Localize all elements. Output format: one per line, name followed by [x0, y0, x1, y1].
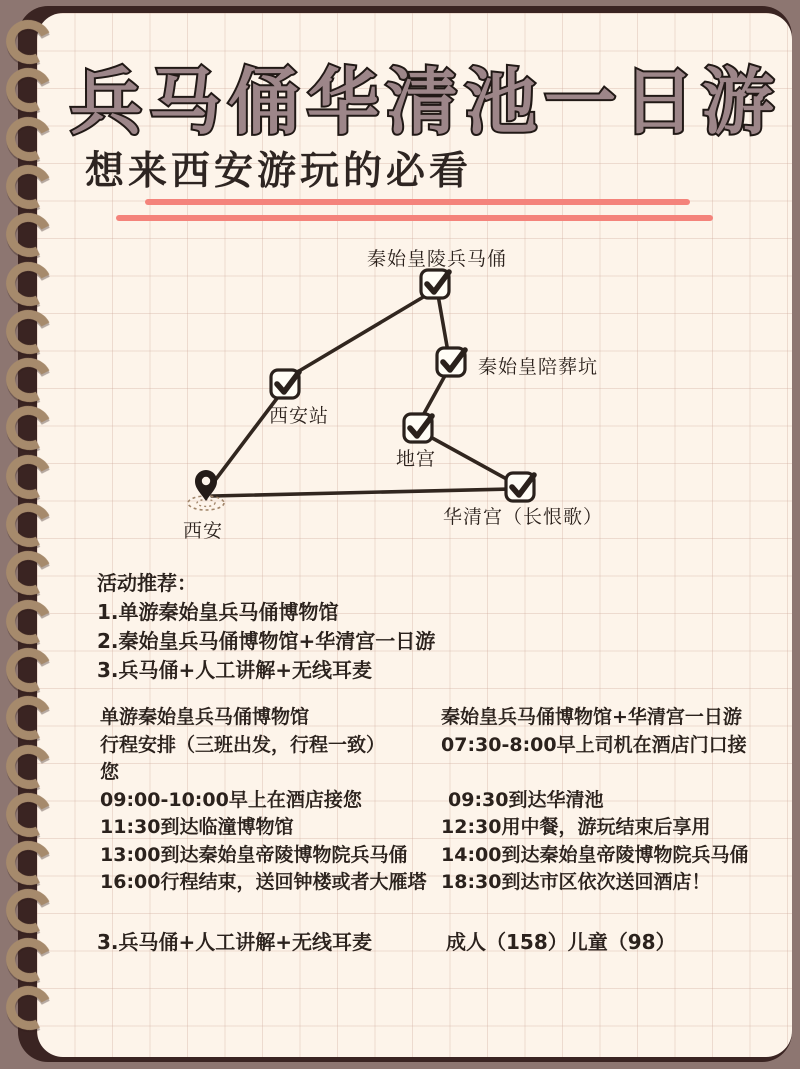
recommendation-item: 3.兵马俑+人工讲解+无线耳麦: [97, 658, 373, 682]
map-label-bingmayong: 秦始皇陵兵马俑: [366, 248, 508, 270]
checkbox-peizangkeng-icon[interactable]: [437, 348, 465, 376]
footer-package-label: 3.兵马俑+人工讲解+无线耳麦: [97, 930, 373, 954]
itinerary-left-column: [100, 704, 445, 897]
checkbox-xianzhan-icon[interactable]: [271, 370, 299, 398]
itinerary-line: 您: [100, 761, 120, 783]
itinerary-line: 14:00到达秦始皇帝陵博物院兵马俑: [441, 843, 749, 866]
checkbox-digong-icon[interactable]: [404, 414, 432, 442]
map-label-xian: 西安: [183, 520, 224, 542]
recommendation-item: 1.单游秦始皇兵马俑博物馆: [97, 600, 339, 624]
checkbox-huaqinggong-icon[interactable]: [506, 473, 534, 501]
route-lines: [210, 293, 512, 496]
recommendations-heading: 活动推荐：: [97, 571, 197, 595]
page-title: 兵马俑华清池一日游: [70, 60, 782, 144]
itinerary-line: 11:30到达临潼博物馆: [100, 816, 294, 838]
recommendation-item: 2.秦始皇兵马俑博物馆+华清宫一日游: [97, 629, 436, 653]
itinerary-line: 秦始皇兵马俑博物馆+华清宫一日游: [441, 706, 742, 728]
checkbox-bingmayong-icon[interactable]: [421, 270, 449, 298]
map-label-xianzhan: 西安站: [269, 405, 330, 427]
itinerary-line: 18:30到达市区依次送回酒店！: [441, 871, 711, 893]
map-label-digong: 地宫: [396, 448, 437, 470]
itinerary-line: [441, 759, 791, 787]
recommendations-block: [97, 569, 435, 685]
itinerary-line: 13:00到达秦始皇帝陵博物院兵马俑: [100, 843, 408, 866]
map-label-huaqinggong: 华清宫（长恨歌）: [443, 506, 604, 528]
itinerary-line: 07:30-8:00早上司机在酒店门口接: [441, 733, 747, 756]
itinerary-right-column: [441, 704, 791, 897]
itinerary-line: 09:30到达华清池: [448, 788, 604, 811]
itinerary-line: 行程安排（三班出发，行程一致）: [100, 733, 386, 756]
itinerary-line: 09:00-10:00早上在酒店接您: [100, 788, 362, 811]
page-subtitle: 想来西安游玩的必看: [85, 149, 473, 194]
itinerary-line: 16:00行程结束，送回钟楼或者大雁塔: [100, 871, 427, 893]
itinerary-line: 12:30用中餐，游玩结束后享用: [441, 816, 711, 838]
itinerary-line: 单游秦始皇兵马俑博物馆: [100, 706, 310, 728]
map-label-peizangkeng: 秦始皇陪葬坑: [478, 356, 599, 378]
footer-price-label: 成人（158）儿童（98）: [446, 930, 676, 954]
